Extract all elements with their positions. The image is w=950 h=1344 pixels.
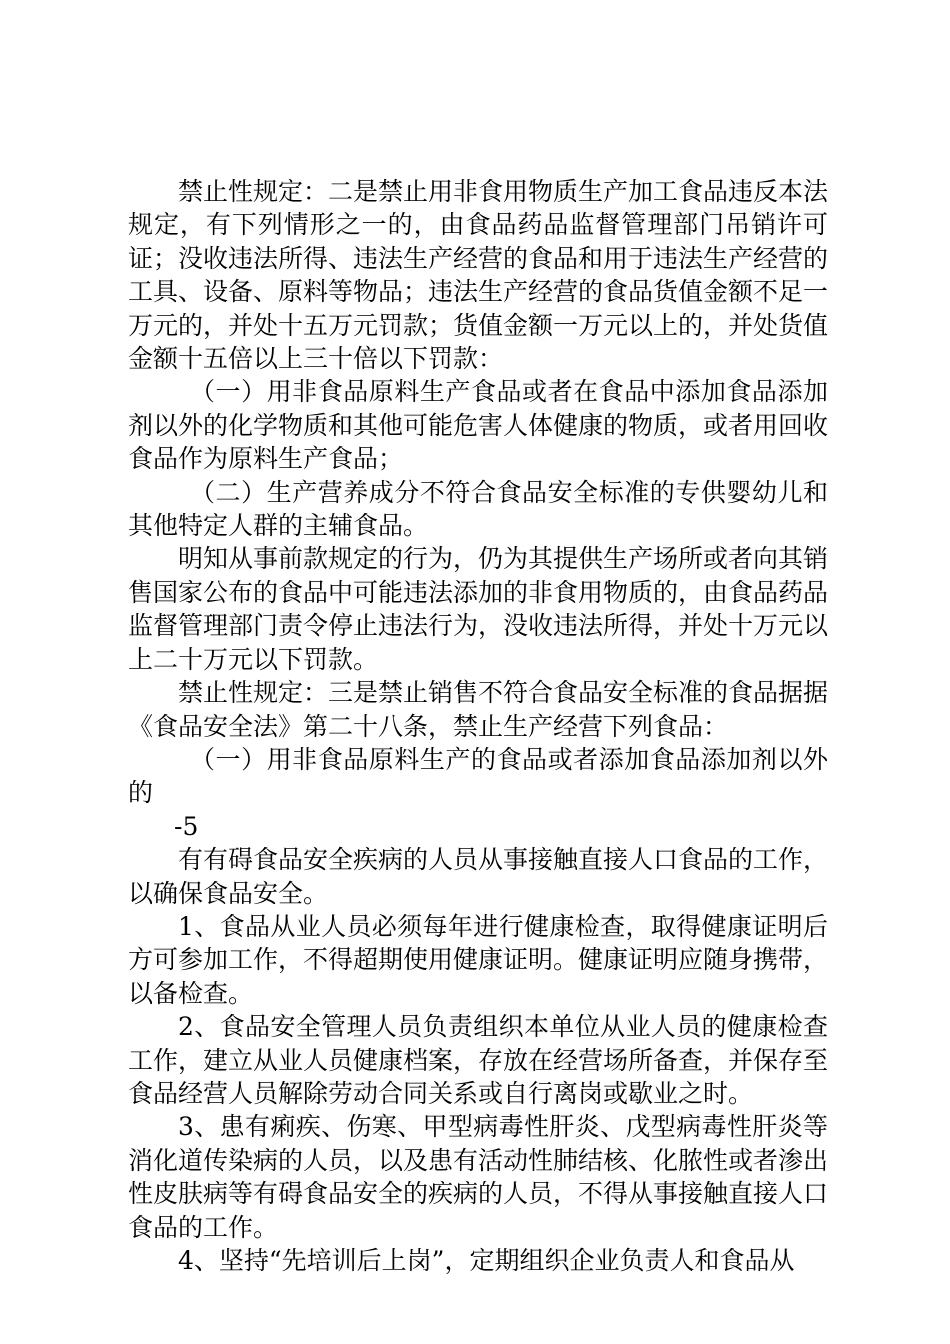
page-number: -5 xyxy=(174,811,199,841)
paragraph-item-two-infant-food: （二）生产营养成分不符合食品安全标准的专供婴幼儿和其他特定人群的主辅食品。 xyxy=(128,477,828,541)
paragraph-item-one-additives: （一）用非食品原料生产的食品或者添加食品添加剂以外的 xyxy=(128,744,828,808)
document-body xyxy=(128,175,828,1277)
paragraph-knowingly-providing: 明知从事前款规定的行为，仍为其提供生产场所或者向其销售国家公布的食品中可能违法添加的非食用物质的，由食品药品监督管理部门责令停止违法行为，没收违法所得，并处十万元以上二十万元以下罚款。 xyxy=(128,544,829,674)
paragraph-rule-2-health-records: 2、食品安全管理人员负责组织本单位从业人员的健康检查工作，建立从业人员健康档案，存放在经营场所备查，并保存至食品经营人员解除劳动合同关系或自行离岗或歇业之时。 xyxy=(128,1012,829,1108)
paragraph-prohibition-three: 禁止性规定：三是禁止销售不符合食品安全标准的食品据据《食品安全法》第二十八条，禁止生产经营下列食品： xyxy=(128,678,829,741)
paragraph-health-personnel: 有有碍食品安全疾病的人员从事接触直接人口食品的工作，以确保食品安全。 xyxy=(128,845,829,908)
paragraph-rule-3-diseases: 3、患有痢疾、伤寒、甲型病毒性肝炎、戊型病毒性肝炎等消化道传染病的人员，以及患有活动性肺结核、化脓性或者渗出性皮肤病等有碍食品安全的疾病的人员，不得从事接触直接人口食品的工作。 xyxy=(128,1112,829,1242)
paragraph-prohibition-two: 禁止性规定：二是禁止用非食用物质生产加工食品违反本法规定，有下列情形之一的，由食品药品监督管理部门吊销许可证；没收违法所得、违法生产经营的食品和用于违法生产经营的工具、设备、原料等物品；违法生产经营的食品货值金额不足一万元的，并处十五万元罚款；货值金额一万元以上的，并处货值金额十五倍以上三十倍以下罚款： xyxy=(128,177,829,374)
paragraph-rule-4-training: 4、坚持“先培训后上岗”，定期组织企业负责人和食品从 xyxy=(178,1246,795,1275)
paragraph-rule-1-health-check: 1、食品从业人员必须每年进行健康检查，取得健康证明后方可参加工作，不得超期使用健康证明。健康证明应随身携带，以备检查。 xyxy=(128,911,829,1008)
paragraph-item-one-non-food: （一）用非食品原料生产食品或者在食品中添加食品添加剂以外的化学物质和其他可能危害人体健康的物质，或者用回收食品作为原料生产食品； xyxy=(128,377,829,474)
